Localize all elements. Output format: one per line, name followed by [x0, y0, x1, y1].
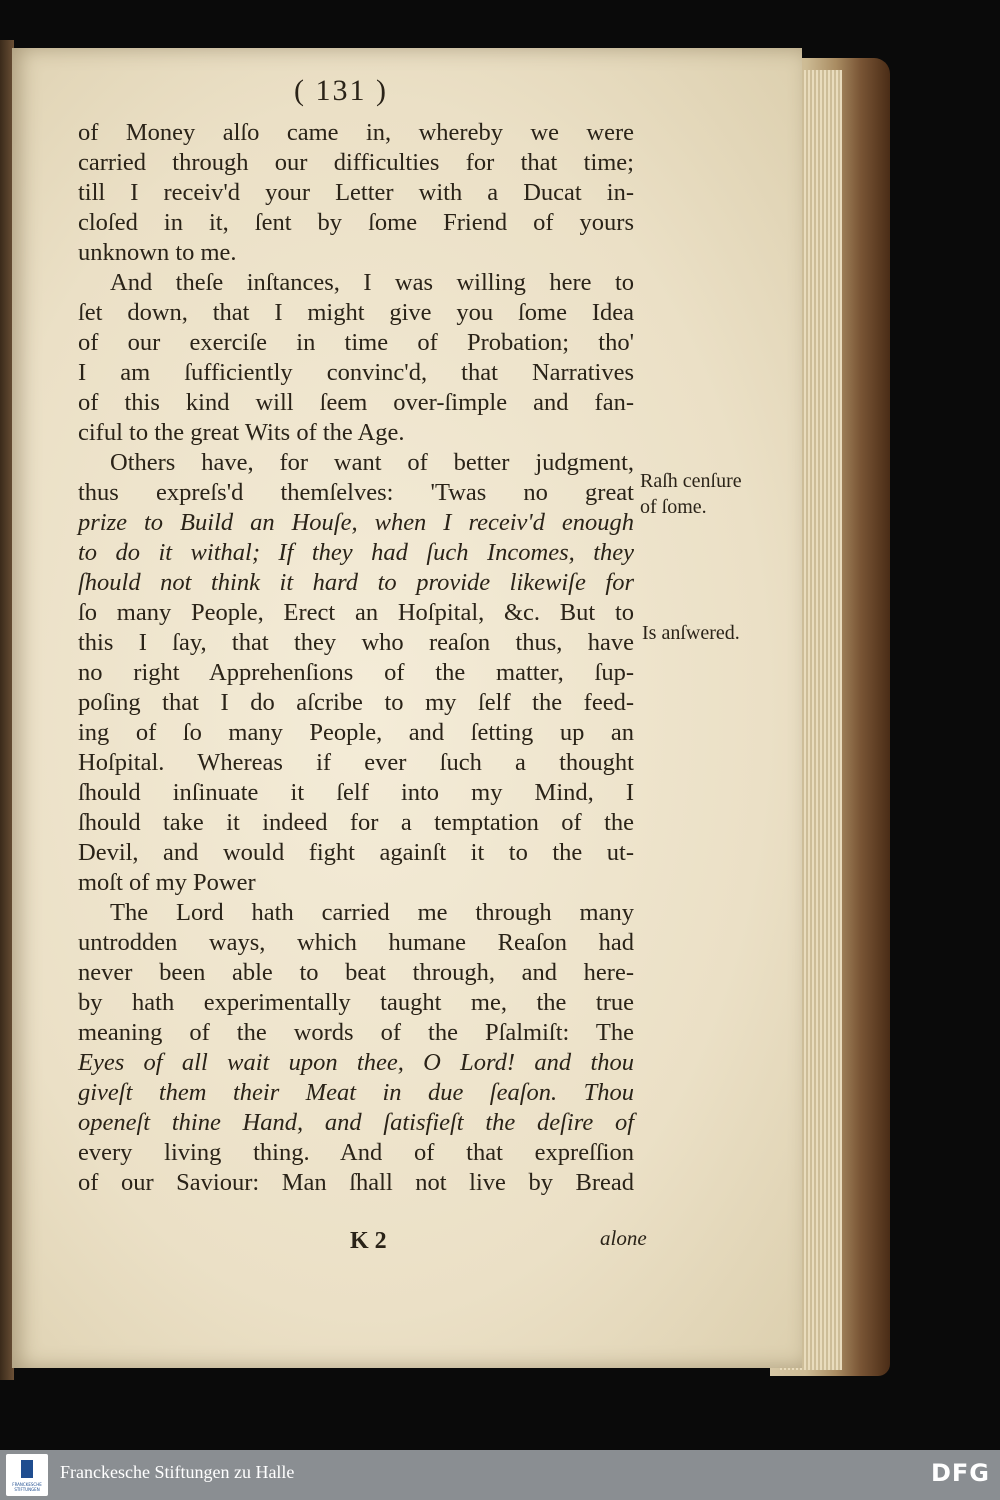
logo-text: FRANCKESCHE STIFTUNGEN [12, 1482, 42, 1492]
catchword: alone [600, 1226, 647, 1250]
text-line: Others have, for want of better judgment, [110, 449, 634, 476]
text-line: of our Saviour: Man ſhall not live by Bread [78, 1169, 634, 1196]
dfg-logo: DFG [930, 1459, 990, 1487]
margin-note-line: of ſome. [640, 496, 707, 518]
franckesche-logo-icon [6, 1454, 48, 1496]
text-line: carried through our difficulties for that time; [78, 149, 634, 176]
text-line: till I receiv'd your Letter with a Ducat in- [78, 179, 634, 206]
text-line: openeſt thine Hand, and ſatisfieſt the deſire of [78, 1109, 634, 1136]
text-line: prize to Build an Houſe, when I receiv'd enough [78, 509, 634, 536]
text-line: Devil, and would fight againſt it to the ut- [78, 839, 634, 866]
text-line: ſhould take it indeed for a temptation of the [78, 809, 634, 836]
text-line: of our exerciſe in time of Probation; tho' [78, 329, 634, 356]
text-line: to do it withal; If they had ſuch Incomes, they [78, 539, 634, 566]
footer-institution: Franckesche Stiftungen zu Halle [60, 1462, 295, 1482]
text-line: never been able to beat through, and here- [78, 959, 634, 986]
text-line: every living thing. And of that expreſſion [78, 1139, 634, 1166]
paragraph-3 [78, 448, 634, 898]
paragraph-1 [78, 118, 634, 268]
text-line: meaning of the words of the Pſalmiſt: The [78, 1019, 634, 1046]
text-line: ciful to the great Wits of the Age. [78, 419, 405, 446]
text-line: The Lord hath carried me through many [110, 899, 634, 926]
text-line: Eyes of all wait upon thee, O Lord! and thou [78, 1049, 634, 1076]
text-line: giveſt them their Meat in due ſeaſon. Thou [78, 1079, 634, 1106]
text-line: no right Apprehenſions of the matter, ſup- [78, 659, 634, 686]
text-line: cloſed in it, ſent by ſome Friend of yours [78, 209, 634, 236]
text-line: poſing that I do aſcribe to my ſelf the feed- [78, 689, 634, 716]
text-line: ſhould not think it hard to provide likewiſe for [78, 569, 634, 596]
body-text [78, 118, 634, 1198]
paragraph-4 [78, 898, 634, 1198]
text-line: Hoſpital. Whereas if ever ſuch a thought [78, 749, 634, 776]
page-number: ( 131 ) [294, 74, 388, 107]
text-line: untrodden ways, which humane Reaſon had [78, 929, 634, 956]
text-line: of this kind will ſeem over-ſimple and fan- [78, 389, 634, 416]
text-line: by hath experimentally taught me, the true [78, 989, 634, 1016]
text-line: this I ſay, that they who reaſon thus, have [78, 629, 634, 656]
margin-note-line: Raſh cenſure [640, 470, 742, 492]
text-line: thus expreſs'd themſelves: 'Twas no great [78, 479, 634, 506]
text-line: I am ſufficiently convinc'd, that Narratives [78, 359, 634, 386]
text-line: ſet down, that I might give you ſome Idea [78, 299, 634, 326]
text-line: of Money alſo came in, whereby we were [78, 119, 634, 146]
margin-note-rash-censure [640, 468, 742, 520]
signature-mark: K 2 [350, 1228, 387, 1254]
viewer-footer [0, 1450, 1000, 1500]
paragraph-2 [78, 268, 634, 448]
text-line: moſt of my Power [78, 869, 256, 896]
text-line: ſo many People, Erect an Hoſpital, &c. But to [78, 599, 634, 626]
text-line: ing of ſo many People, and ſetting up an [78, 719, 634, 746]
margin-note-line: Is anſwered. [642, 622, 740, 644]
text-line: unknown to me. [78, 239, 237, 266]
text-line: ſhould inſinuate it ſelf into my Mind, I [78, 779, 634, 806]
text-line: And theſe inſtances, I was willing here to [110, 269, 634, 296]
margin-note-answered [642, 620, 740, 646]
logo-glyph [21, 1460, 33, 1478]
